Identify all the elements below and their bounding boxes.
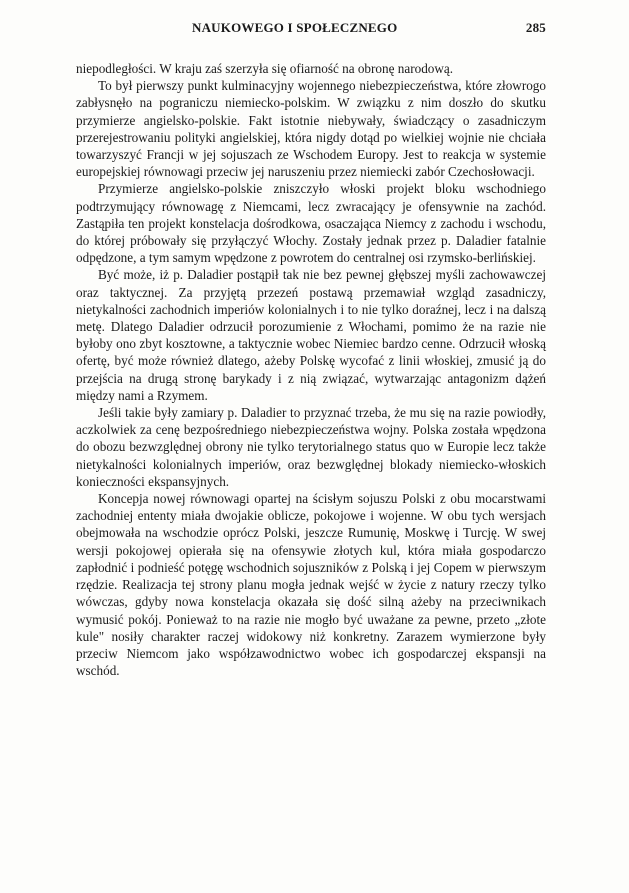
paragraph: Koncepja nowej równowagi opartej na ścisłym sojuszu Polski z obu mocarstwami zachodniej ententy miała dwojakie oblicze, pokojowe i wojenne. W obu tych wersjach obejmowała na wschodzie oprócz Polski, jeszcze Rumunię, Moskwę i Turcję. W swej wersji pokojowej opierała się na ofensywie złotych kul, która miała gospodarczo zapłodnić i podnieść potęgę wschodnich sojuszników z Polską i jej Copem w pierwszym rzędzie. Realizacja tej strony planu mogła jednak wejść w życie z natury rzeczy tylko wówczas, gdyby nowa konstelacja okazała się dość silną ażeby na przeciwnikach wymusić pokój. Ponieważ to na razie nie mogło być uważane za pewne, przeto „złote kule" nosiły charakter raczej widokowy niż konkretny. Zarazem wymierzone były przeciw Niemcom jako współzawodnictwo wobec ich gospodarczej ekspansji na wschód. bbox=[76, 491, 546, 679]
paragraph: Być może, iż p. Daladier postąpił tak nie bez pewnej głębszej myśli zachowawczej oraz taktycznej. Za przyjętą przezeń postawą przemawiał wzgląd zasadniczy, nietykalności zachodnich imperiów kolonialnych i to nie tylko doraźnej, lecz i na dalszą metę. Dlatego Daladier odrzucił porozumienie z Włochami, pomimo że na razie nie byłoby ono zbyt kosztowne, a taktycznie wobec Niemiec bardzo cenne. Odrzucił włoską ofertę, być może również dlatego, ażeby Polskę wycofać z linii włoskiej, zmusić ją do przejścia na drugą stronę barykady i z nią związać, wytwarzając antagonizm dążeń między nami a Rzymem. bbox=[76, 267, 546, 403]
body-text bbox=[76, 60, 546, 679]
page-number: 285 bbox=[525, 20, 546, 35]
paragraph: To był pierwszy punkt kulminacyjny wojennego niebezpieczeństwa, które złowrogo zabłysnęło na pograniczu niemiecko-polskim. W związku z nim doszło do skutku przymierze angielsko-polskie. Fakt istotnie niebywały, świadczący o zasadniczym przerejestrowaniu polityki angielskiej, która nigdy dotąd po wielkiej wojnie nie chciała towarzyszyć Francji w jej sojuszach ze Wschodem Europy. Jest to reakcja w systemie europejskiej równowagi przeciw jej naruszeniu przez niemiecki zabór Czechosłowacji. bbox=[76, 78, 546, 180]
paragraph: Jeśli takie były zamiary p. Daladier to przyznać trzeba, że mu się na razie powiodły, aczkolwiek za cenę bezpośredniego niebezpieczeństwa wojny. Polska została wpędzona do obozu bezwzględnej obrony nie tylko terytorialnego status quo w Europie lecz także nietykalności kolonialnych imperiów, oraz bezwględnej blokady niemiecko-włoskich konieczności ekspansyjnych. bbox=[76, 405, 546, 489]
paragraph: Przymierze angielsko-polskie zniszczyło włoski projekt bloku wschodniego podtrzymujący równowagę z Niemcami, lecz zwracający je ofensywnie na zachód. Zastąpiła ten projekt konstelacja dośrodkowa, osaczająca Niemcy z zachodu i wschodu, do której próbowały się przyłączyć Włochy. Zostały jednak przez p. Daladier fatalnie odpędzone, a tym samym wpędzone z powrotem do centralnej osi rzymsko-berlińskiej. bbox=[76, 181, 546, 266]
paragraph: niepodległości. W kraju zaś szerzyła się ofiarność na obronę narodową. bbox=[76, 61, 454, 76]
running-title: NAUKOWEGO I SPOŁECZNEGO bbox=[192, 20, 398, 35]
running-header bbox=[76, 20, 546, 38]
